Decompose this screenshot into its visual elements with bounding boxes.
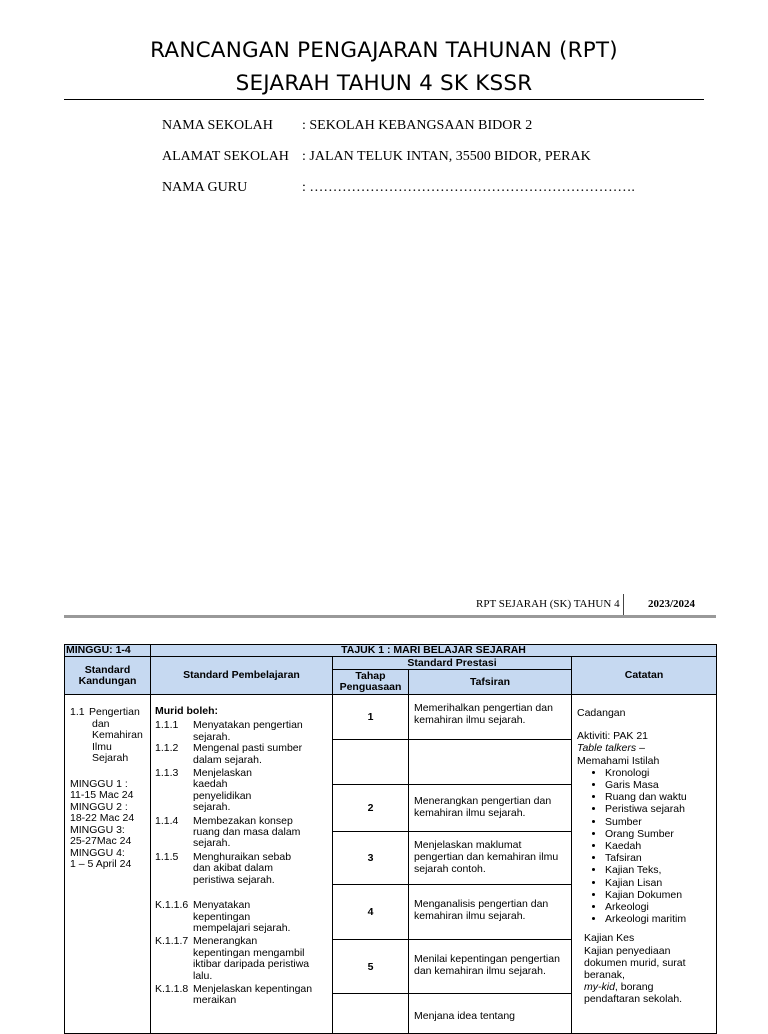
header-catatan: Catatan bbox=[572, 657, 717, 695]
murid-boleh: Murid boleh: bbox=[155, 705, 218, 717]
sp-k-item: K.1.1.8 Menjelaskan kepentingan meraikan bbox=[155, 982, 313, 1007]
list-item: • Kajian Dokumen bbox=[605, 889, 712, 901]
week-list: MINGGU 1 : 11-15 Mac 24 MINGGU 2 : 18-22 Mac 24 MINGGU 3: 25-27Mac 24 MINGGU 4: 1 – 5 April 24 bbox=[70, 777, 135, 870]
tahap-5: 5 bbox=[333, 940, 409, 994]
minggu-label: MINGGU: 1-4 bbox=[65, 645, 151, 657]
list-item: • Kajian Lisan bbox=[605, 877, 712, 889]
tahap-4: 4 bbox=[333, 885, 409, 940]
istilah-list bbox=[577, 767, 712, 926]
running-header-title: RPT SEJARAH (SK) TAHUN 4 bbox=[476, 598, 620, 610]
list-item: • Garis Masa bbox=[605, 779, 712, 791]
list-item: • Kronologi bbox=[605, 767, 712, 779]
table-talkers: Table talkers – bbox=[577, 742, 645, 755]
aktiviti-label: Aktiviti: PAK 21 bbox=[577, 730, 648, 743]
header-tafsiran: Tafsiran bbox=[409, 670, 572, 695]
tafsiran-6: Menjana idea tentang bbox=[409, 994, 572, 1034]
sk-number: 1.1 bbox=[70, 706, 85, 718]
sk-item bbox=[70, 707, 146, 765]
standard-pembelajaran-cell bbox=[151, 695, 333, 1034]
school-name-value: : SEKOLAH KEBANGSAAN BIDOR 2 bbox=[302, 118, 533, 133]
list-item: • Arkeologi bbox=[605, 901, 712, 913]
tahap-1: 1 bbox=[333, 695, 409, 740]
sp-item: 1.1.2 Mengenal pasti sumber dalam sejarah. bbox=[155, 742, 303, 766]
title-divider bbox=[64, 99, 704, 100]
school-name-label: NAMA SEKOLAH bbox=[162, 118, 273, 133]
sp-item: 1.1.5 Menghuraikan sebab dan akibat dalam peristiwa sejarah. bbox=[155, 850, 292, 886]
header-standard-prestasi: Standard Prestasi bbox=[333, 657, 572, 670]
running-header-separator bbox=[623, 594, 624, 616]
list-item: • Sumber bbox=[605, 816, 712, 828]
school-name-row bbox=[162, 118, 635, 149]
tafsiran-blank bbox=[409, 740, 572, 785]
tahap-2: 2 bbox=[333, 785, 409, 832]
running-header-year: 2023/2024 bbox=[648, 598, 696, 610]
tafsiran-5: Menilai kepentingan pengertian dan kemahiran ilmu sejarah. bbox=[409, 940, 572, 994]
list-item: • Kajian Teks, bbox=[605, 864, 712, 876]
list-item: • Tafsiran bbox=[605, 852, 712, 864]
teacher-name-label: NAMA GURU bbox=[162, 180, 248, 195]
list-item: • Orang Sumber bbox=[605, 828, 712, 840]
rpt-table bbox=[64, 644, 717, 1034]
page-title-line-1: RANCANGAN PENGAJARAN TAHUNAN (RPT) bbox=[150, 38, 618, 63]
list-item: • Arkeologi maritim bbox=[605, 913, 712, 925]
tajuk-title: TAJUK 1 : MARI BELAJAR SEJARAH bbox=[151, 645, 717, 657]
school-address-row bbox=[162, 149, 635, 180]
page-title-line-2: SEJARAH TAHUN 4 SK KSSR bbox=[235, 71, 533, 96]
standard-kandungan-cell bbox=[65, 695, 151, 1034]
header-standard-kandungan: Standard Kandungan bbox=[65, 657, 151, 695]
tahap-6 bbox=[333, 994, 409, 1034]
tafsiran-4: Menganalisis pengertian dan kemahiran ilmu sejarah. bbox=[409, 885, 572, 940]
tafsiran-2: Menerangkan pengertian dan kemahiran ilmu sejarah. bbox=[409, 785, 572, 832]
list-item: • Kaedah bbox=[605, 840, 712, 852]
sp-k-item: K.1.1.7 Menerangkan kepentingan mengambil iktibar daripada peristiwa lalu. bbox=[155, 935, 310, 982]
sp-k-item: K.1.1.6 Menyatakan kepentingan mempelajari sejarah. bbox=[155, 899, 291, 934]
teacher-name-value: : ……………………………………………………………. bbox=[302, 180, 635, 195]
kajian-kes-text: Kajian penyediaan dokumen murid, surat beranak, my-kid, borang pendaftaran sekolah. bbox=[584, 944, 686, 1006]
teacher-name-row bbox=[162, 180, 635, 211]
list-item: • Peristiwa sejarah bbox=[605, 803, 712, 815]
school-address-value: : JALAN TELUK INTAN, 35500 BIDOR, PERAK bbox=[302, 149, 591, 164]
tahap-blank bbox=[333, 740, 409, 785]
running-header-rule bbox=[64, 615, 716, 618]
school-address-label: ALAMAT SEKOLAH bbox=[162, 149, 289, 164]
cadangan-label: Cadangan bbox=[577, 707, 626, 719]
tafsiran-1: Memerihalkan pengertian dan kemahiran ilmu sejarah. bbox=[409, 695, 572, 740]
memahami-istilah: Memahami Istilah bbox=[577, 754, 660, 767]
header-standard-pembelajaran: Standard Pembelajaran bbox=[151, 657, 333, 695]
sp-item: 1.1.4 Membezakan konsep ruang dan masa dalam sejarah. bbox=[155, 814, 301, 850]
tafsiran-3: Menjelaskan maklumat pengertian dan kemahiran ilmu sejarah contoh. bbox=[409, 832, 572, 885]
tahap-3: 3 bbox=[333, 832, 409, 885]
header-tahap-penguasaan: Tahap Penguasaan bbox=[333, 670, 409, 695]
school-info bbox=[162, 118, 635, 211]
kajian-kes-label: Kajian Kes bbox=[584, 932, 635, 945]
list-item: • Ruang dan waktu bbox=[605, 791, 712, 803]
sp-item: 1.1.3 Menjelaskan kaedah penyelidikan sejarah. bbox=[155, 767, 252, 814]
catatan-cell bbox=[572, 695, 717, 1034]
sk-text: Pengertian dan Kemahiran Ilmu Sejarah bbox=[89, 706, 143, 764]
sp-item: 1.1.1 Menyatakan pengertian sejarah. bbox=[155, 719, 303, 743]
